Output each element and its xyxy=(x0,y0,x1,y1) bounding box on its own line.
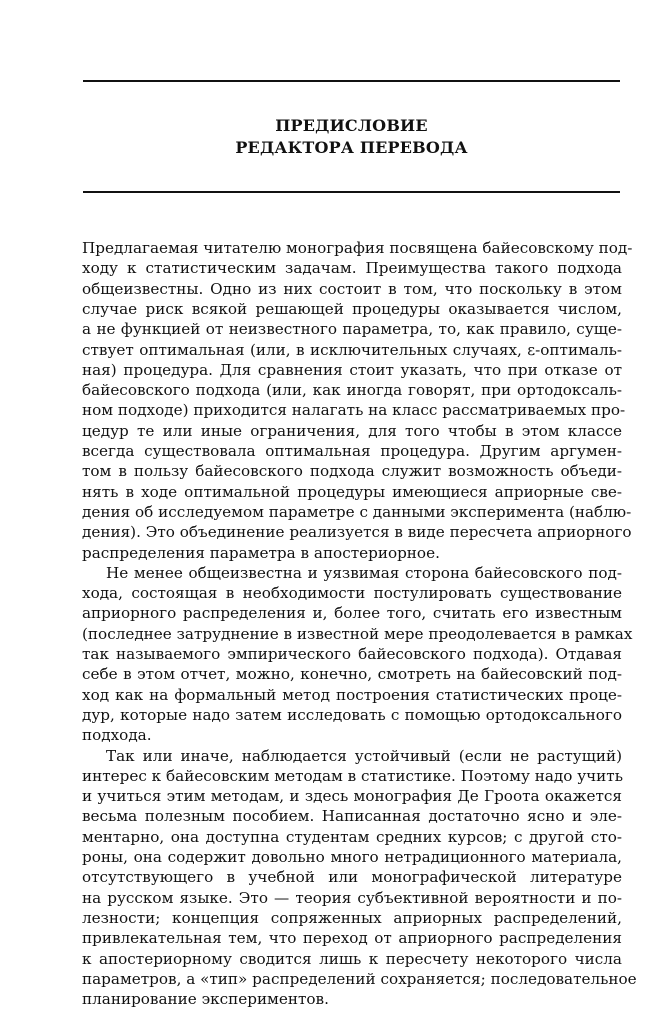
text-line: дения). Это объединение реализуется в виде пересчета априорного xyxy=(82,523,632,542)
text-line: привлекательная тем, что переход от априорного распределения xyxy=(82,929,622,948)
text-line: себе в этом отчет, можно, конечно, смотреть на байесовский под- xyxy=(82,665,622,684)
bottom-rule xyxy=(83,191,620,193)
text-line: распределения параметра в апостериорное. xyxy=(82,543,440,562)
text-line: ная) процедура. Для сравнения стоит указать, что при отказе от xyxy=(82,360,622,379)
text-line: так называемого эмпирического байесовского подхода). Отдавая xyxy=(82,645,622,663)
text-line: общеизвестны. Одно из них состоит в том, что поскольку в этом xyxy=(82,279,622,298)
text-line: байесовского подхода (или, как иногда говорят, при ортодоксаль- xyxy=(82,381,622,400)
text-line: ментарно, она доступна студентам средних курсов; с другой сто- xyxy=(82,827,622,846)
text-line: ном подходе) приходится налагать на класс рассматриваемых про- xyxy=(82,401,626,420)
text-line: априорного распределения и, более того, считать его известным xyxy=(82,604,622,623)
text-line: (последнее затруднение в известной мере преодолевается в рамках xyxy=(82,624,633,643)
text-line: параметров, а «тип» распределений сохраняется; последовательное xyxy=(82,969,637,988)
text-line: весьма полезным пособием. Написанная достаточно ясно и эле- xyxy=(82,807,622,826)
text-line: а не функцией от неизвестного параметра, то, как правило, суще- xyxy=(82,320,622,339)
text-line: Не менее общеизвестна и уязвимая сторона байесовского под- xyxy=(106,563,622,582)
top-rule xyxy=(83,80,620,82)
text-line: отсутствующего в учебной или монографической литературе xyxy=(82,868,622,887)
text-line: всегда существовала оптимальная процедура. Другим аргумен- xyxy=(82,442,622,460)
text-line: планирование экспериментов. xyxy=(82,990,329,1009)
text-line: лезности; концепция сопряженных априорных распределений, xyxy=(82,908,622,927)
text-line: и учиться этим методам, и здесь монография Де Гроота окажется xyxy=(82,787,622,806)
text-line: к апостериорному сводится лишь к пересчету некоторого числа xyxy=(82,949,622,968)
text-line: интерес к байесовским методам в статистике. Поэтому надо учить xyxy=(82,766,623,785)
text-line: том в пользу байесовского подхода служит возможность объеди- xyxy=(82,462,622,481)
text-line: дения об исследуемом параметре с данными эксперимента (наблю- xyxy=(82,502,632,521)
text-line: подхода. xyxy=(82,726,152,745)
text-line: нять в ходе оптимальной процедуры имеющиеся априорные све- xyxy=(82,482,622,501)
title-line-2: РЕДАКТОРА ПЕРЕВОДА xyxy=(235,138,468,157)
text-line: хода, состоящая в необходимости постулировать существование xyxy=(82,584,622,603)
text-line: ход как на формальный метод построения статистических проце- xyxy=(82,685,622,704)
title-line-1: ПРЕДИСЛОВИЕ xyxy=(275,116,428,135)
text-line: случае риск всякой решающей процедуры оказывается числом, xyxy=(82,299,622,318)
text-line: ходу к статистическим задачам. Преимущества такого подхода xyxy=(82,259,622,278)
text-line: цедур те или иные ограничения, для того чтобы в этом классе xyxy=(82,421,622,440)
text-line: Предлагаемая читателю монография посвящена байесовскому под- xyxy=(82,239,633,257)
text-line: на русском языке. Это — теория субъективной вероятности и по- xyxy=(82,888,622,907)
text-line: роны, она содержит довольно много нетрадиционного материала, xyxy=(82,848,622,866)
text-line: дур, которые надо затем исследовать с помощью ортодоксального xyxy=(82,705,622,724)
text-line: ствует оптимальная (или, в исключительных случаях, ε-оптималь- xyxy=(82,340,622,359)
text-line: Так или иначе, наблюдается устойчивый (если не растущий) xyxy=(106,746,622,765)
